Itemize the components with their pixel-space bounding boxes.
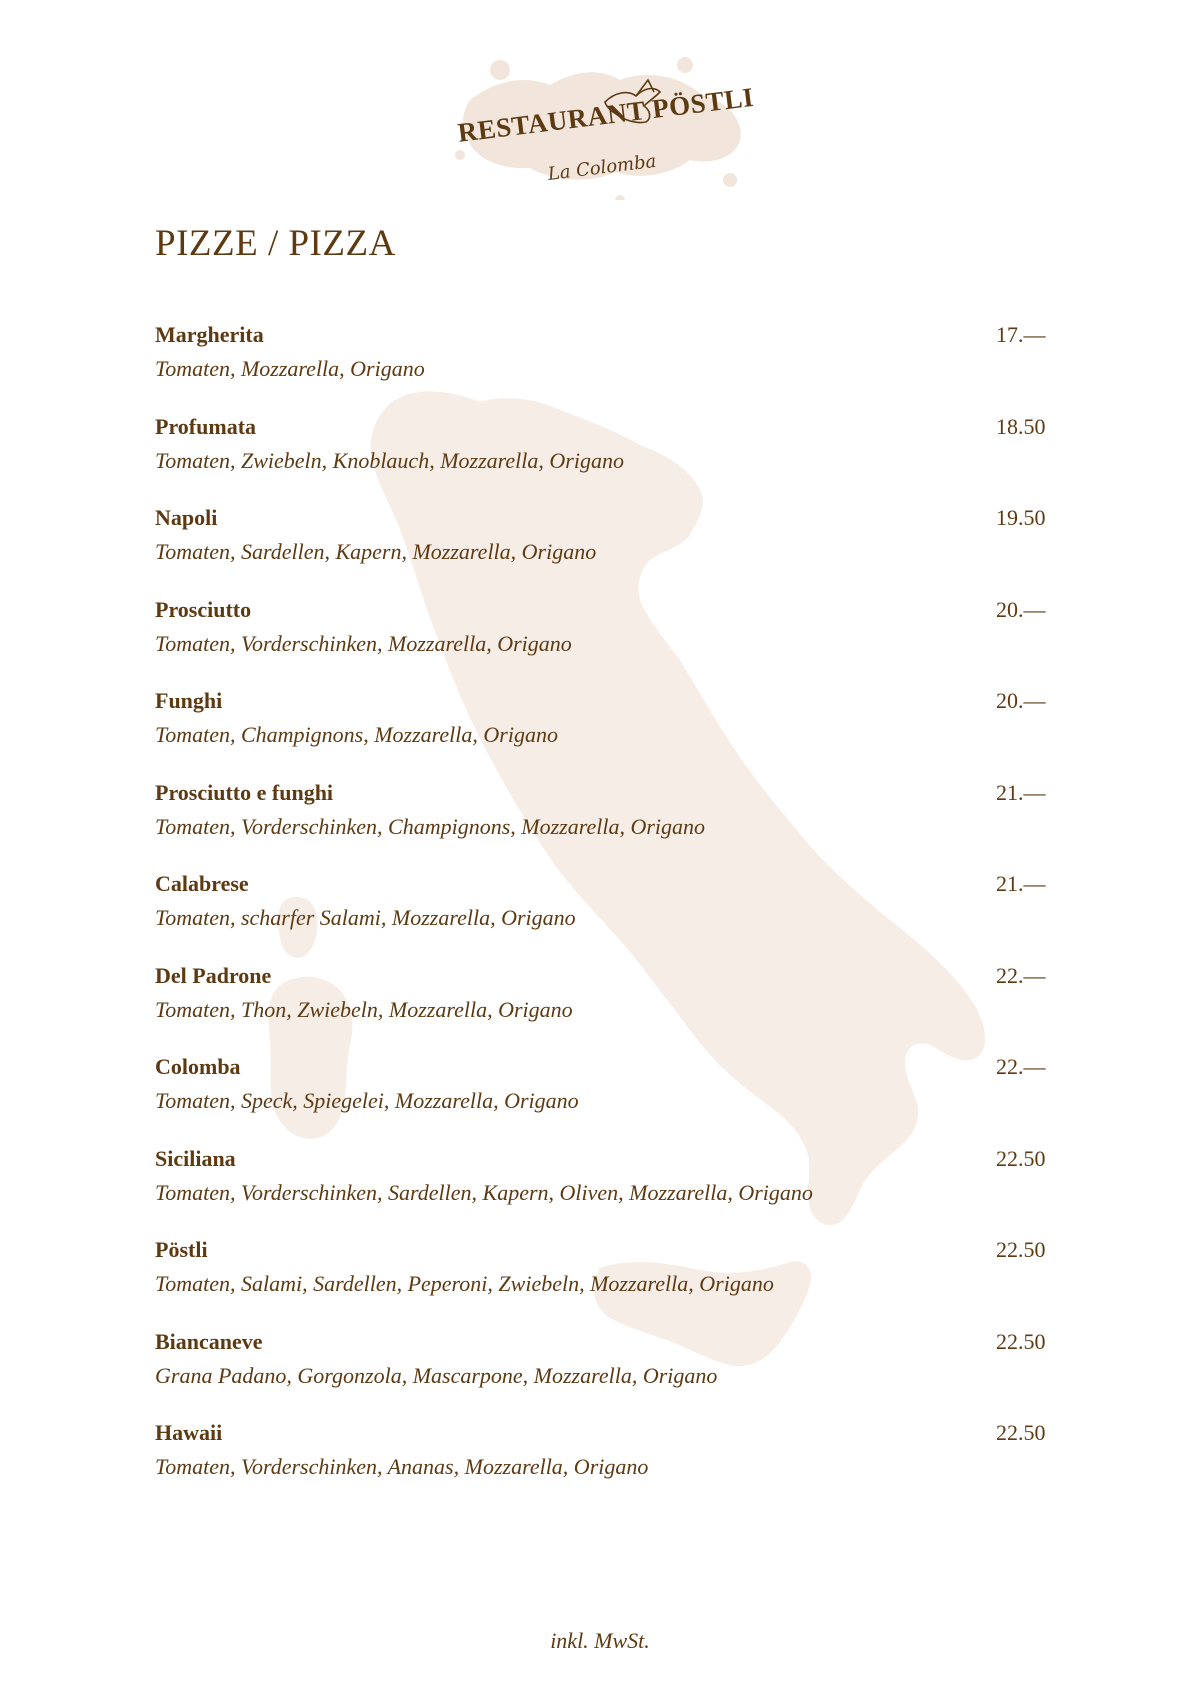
item-price: 20.— [996, 688, 1046, 713]
menu-item [155, 684, 1055, 776]
item-price: 17.— [996, 322, 1046, 347]
item-price: 22.50 [996, 1328, 1046, 1354]
menu-item [155, 1325, 1055, 1417]
item-price: 19.50 [996, 505, 1046, 530]
menu-item [155, 867, 1055, 959]
restaurant-logo [440, 40, 770, 200]
item-price: 18.50 [996, 413, 1046, 439]
item-price: 22.50 [996, 1420, 1046, 1445]
item-price: 22.— [996, 1054, 1046, 1079]
item-description: Tomaten, Vorderschinken, Champignons, Mozzarella, Origano [155, 813, 705, 839]
page-title: PIZZE / PIZZA [155, 223, 396, 264]
item-description: Tomaten, Zwiebeln, Knoblauch, Mozzarella, Origano [155, 447, 624, 473]
restaurant-subtitle: La Colomba [546, 150, 658, 185]
item-name: Del Padrone [155, 962, 272, 988]
restaurant-name: RESTAURANT PÖSTLI [456, 81, 756, 148]
item-price: 22.50 [996, 1237, 1046, 1262]
menu-item [155, 959, 1055, 1051]
menu-item [155, 593, 1055, 685]
menu-item [155, 1416, 1055, 1508]
item-name: Biancaneve [155, 1328, 263, 1354]
item-description: Tomaten, Mozzarella, Origano [155, 356, 425, 381]
menu-item [155, 410, 1055, 502]
menu-item [155, 501, 1055, 593]
menu-item [155, 318, 1055, 410]
item-description: Tomaten, Speck, Spiegelei, Mozzarella, Origano [155, 1088, 579, 1113]
item-name: Pöstli [155, 1237, 208, 1262]
item-name: Hawaii [155, 1420, 223, 1445]
menu-item [155, 1233, 1055, 1325]
item-name: Profumata [155, 413, 257, 439]
item-price: 22.50 [996, 1145, 1046, 1171]
menu-item [155, 1142, 1055, 1234]
item-description: Tomaten, Champignons, Mozzarella, Origano [155, 722, 558, 747]
menu-item [155, 1050, 1055, 1142]
item-name: Prosciutto e funghi [155, 779, 334, 805]
item-description: Tomaten, Vorderschinken, Ananas, Mozzarella, Origano [155, 1454, 649, 1479]
menu-list [155, 318, 1055, 1508]
item-description: Tomaten, Vorderschinken, Mozzarella, Origano [155, 630, 572, 656]
item-name: Funghi [155, 688, 223, 713]
menu-item [155, 776, 1055, 868]
item-price: 21.— [996, 871, 1046, 896]
item-description: Tomaten, Thon, Zwiebeln, Mozzarella, Origano [155, 996, 573, 1022]
item-description: Grana Padano, Gorgonzola, Mascarpone, Mozzarella, Origano [155, 1362, 718, 1388]
item-name: Calabrese [155, 871, 249, 896]
item-name: Siciliana [155, 1145, 236, 1171]
tax-note: inkl. MwSt. [550, 1628, 650, 1653]
item-description: Tomaten, scharfer Salami, Mozzarella, Origano [155, 905, 576, 930]
item-description: Tomaten, Vorderschinken, Sardellen, Kapern, Oliven, Mozzarella, Origano [155, 1179, 813, 1205]
item-description: Tomaten, Sardellen, Kapern, Mozzarella, Origano [155, 539, 597, 564]
item-price: 20.— [996, 596, 1046, 622]
item-name: Margherita [155, 322, 264, 347]
item-price: 21.— [996, 779, 1046, 805]
item-name: Prosciutto [155, 596, 252, 622]
item-description: Tomaten, Salami, Sardellen, Peperoni, Zwiebeln, Mozzarella, Origano [155, 1271, 774, 1296]
item-name: Napoli [155, 505, 218, 530]
item-name: Colomba [155, 1054, 241, 1079]
item-price: 22.— [996, 962, 1046, 988]
